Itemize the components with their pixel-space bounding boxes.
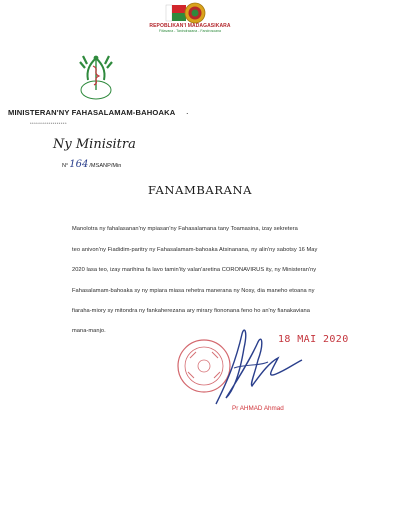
ministry-separator: ****************** [30, 121, 68, 126]
ministry-health-logo [72, 50, 120, 102]
document-title: FANAMBARANA [147, 183, 253, 197]
reference-handwritten-number: 164 [69, 159, 89, 170]
reference-suffix: /MSANP/Min [89, 163, 122, 169]
body-line: Fahasalamam-bahoaka sy ny mpiara miasa rehetra manerana ny Nosy, dia maneho etoana ny [72, 288, 315, 294]
republic-name: REPOBLIKAN'I MADAGASIKARA [149, 23, 231, 29]
body-line: fiaraha-miory sy mitondra ny fankaherezana ary mirary fiononana feno ho an'ny fianakaviana [72, 308, 310, 314]
ministry-name: MINISTERAN'NY FAHASALAMAM-BAHOAKA [8, 108, 176, 117]
body-line: teo anivon'ny Fiadidim-paritry ny Fahasalamam-bahoaka Atsinanana, ny alin'ny sabotsy 16 May [72, 247, 318, 253]
body-line: 2020 lasa teo, izay marihina fa lavo tamin'ity valan'aretina CORONAVIRUS ity, ny Ministeran'ny [72, 267, 317, 273]
ministry-name-dot: . [186, 106, 189, 116]
body-line: Manolotra ny fahalasanan'ny mpiasan'ny Fahasalamana tany Toamasina, izay sekretera [72, 226, 298, 232]
minister-title: Ny Minisitra [53, 137, 136, 152]
signer-name: Pr AHMAD Ahmad [232, 405, 284, 412]
body-line: mana-manjo. [72, 328, 106, 334]
date-stamp: 18 MAI 2020 [278, 334, 349, 345]
republic-emblem-logo [142, 2, 242, 40]
reference-prefix: N° [62, 163, 69, 169]
republic-motto: Fitiavana - Tanindrazana - Fandrosoana [158, 29, 221, 33]
reference-number [62, 159, 121, 170]
